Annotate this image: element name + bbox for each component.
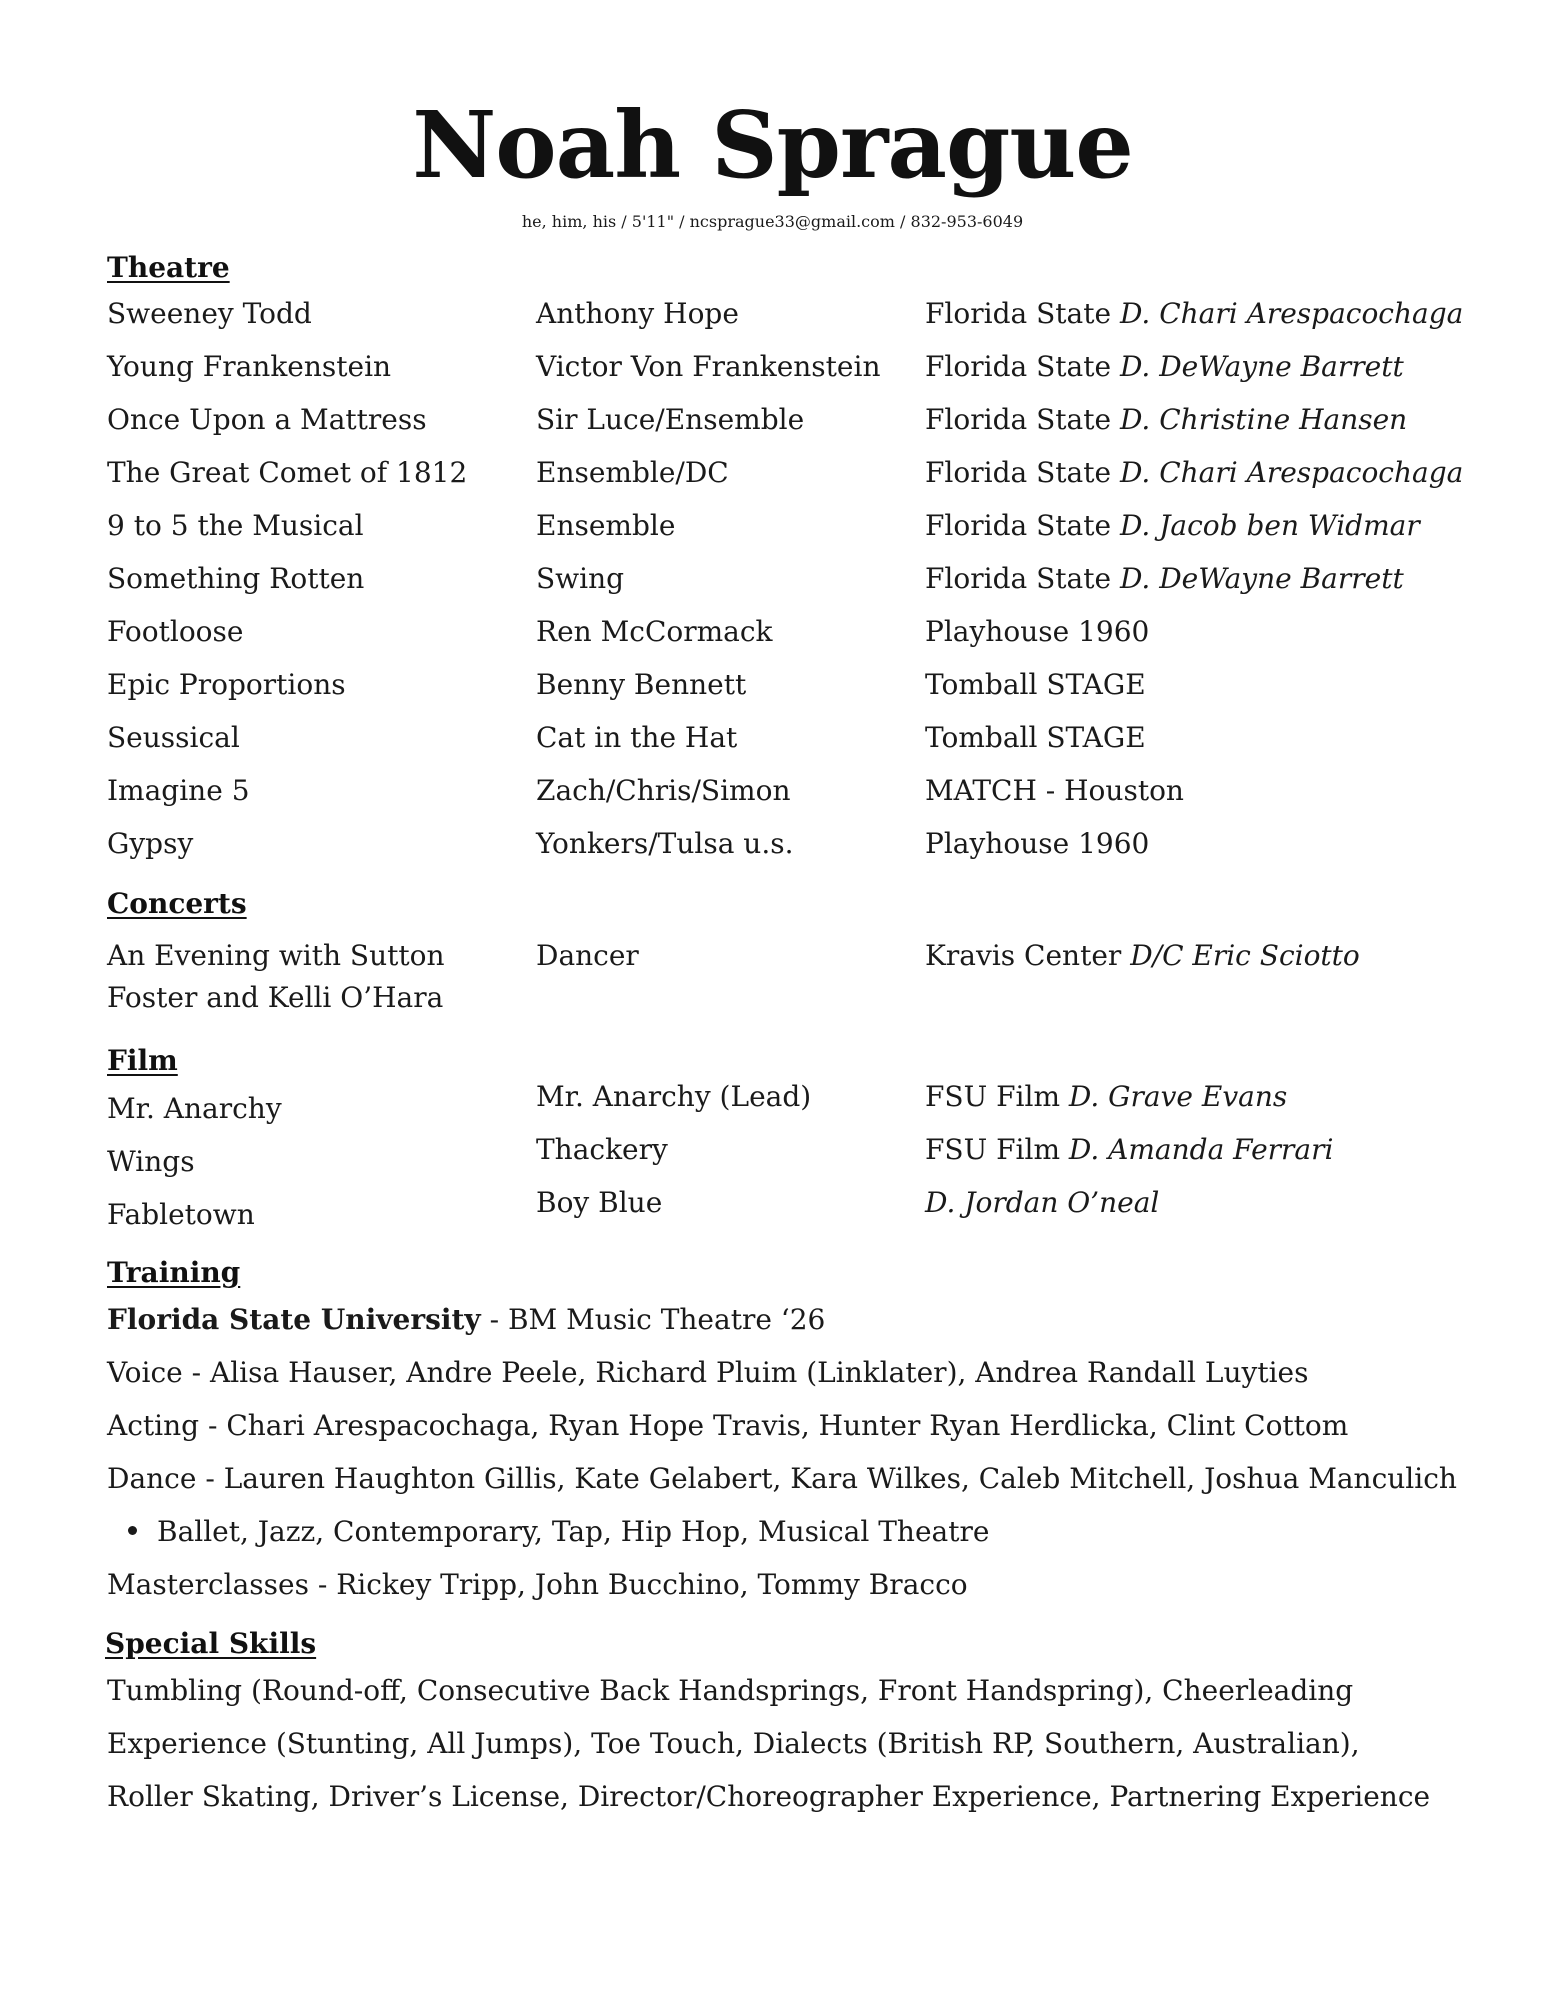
theatre-venue: Florida State xyxy=(925,509,1112,542)
training-acting: Acting - Chari Arespacochaga, Ryan Hope Travis, Hunter Ryan Herdlicka, Clint Cottom xyxy=(107,1409,1349,1442)
film-role: Boy Blue xyxy=(536,1186,663,1219)
theatre-role: Ensemble/DC xyxy=(536,456,729,489)
theatre-role: Anthony Hope xyxy=(536,297,739,330)
theatre-venue: Tomball STAGE xyxy=(925,668,1146,701)
section-heading-theatre: Theatre xyxy=(107,251,230,284)
theatre-credit xyxy=(925,400,1407,440)
training-dance: Dance - Lauren Haughton Gillis, Kate Gelabert, Kara Wilkes, Caleb Mitchell, Joshua Manculich xyxy=(107,1462,1457,1495)
theatre-role: Benny Bennett xyxy=(536,668,747,701)
theatre-director: D. DeWayne Barrett xyxy=(1119,350,1404,383)
training-school-line xyxy=(107,1300,825,1340)
theatre-show: The Great Comet of 1812 xyxy=(107,456,468,489)
theatre-venue: Florida State xyxy=(925,403,1112,436)
skills-line: Tumbling (Round-off, Consecutive Back Handsprings, Front Handspring), Cheerleading xyxy=(107,1674,1354,1707)
theatre-credit xyxy=(925,294,1463,334)
theatre-venue: Florida State xyxy=(925,562,1112,595)
dance-styles-bullet xyxy=(128,1512,989,1552)
theatre-credit xyxy=(925,453,1463,493)
theatre-show: 9 to 5 the Musical xyxy=(107,509,364,542)
concert-venue: Kravis Center xyxy=(925,939,1122,972)
theatre-venue: MATCH - Houston xyxy=(925,774,1184,807)
concert-show: An Evening with Sutton Foster and Kelli O’Hara xyxy=(107,939,445,1014)
theatre-show: Gypsy xyxy=(107,827,194,860)
theatre-director: D. Jacob ben Widmar xyxy=(1119,509,1420,542)
theatre-venue: Playhouse 1960 xyxy=(925,615,1150,648)
theatre-director: D. Chari Arespacochaga xyxy=(1119,297,1464,330)
theatre-show: Sweeney Todd xyxy=(107,297,312,330)
section-heading-training: Training xyxy=(107,1256,241,1289)
training-masterclasses: Masterclasses - Rickey Tripp, John Bucchino, Tommy Bracco xyxy=(107,1568,968,1601)
film-title: Mr. Anarchy xyxy=(107,1092,282,1125)
theatre-show: Imagine 5 xyxy=(107,774,250,807)
film-director: D. Grave Evans xyxy=(1068,1080,1288,1113)
film-venue: FSU Film xyxy=(925,1080,1060,1113)
theatre-credit xyxy=(925,559,1404,599)
concert-credit xyxy=(925,936,1360,976)
training-voice: Voice - Alisa Hauser, Andre Peele, Richard Pluim (Linklater), Andrea Randall Luyties xyxy=(107,1356,1309,1389)
theatre-show: Young Frankenstein xyxy=(107,350,392,383)
film-title: Fabletown xyxy=(107,1198,255,1231)
concert-role: Dancer xyxy=(536,939,639,972)
page-title: Noah Sprague xyxy=(412,91,1133,199)
film-credit xyxy=(925,1077,1287,1117)
theatre-show: Footloose xyxy=(107,615,244,648)
training-degree: - BM Music Theatre ‘26 xyxy=(480,1303,826,1336)
theatre-role: Yonkers/Tulsa u.s. xyxy=(536,827,794,860)
theatre-role: Swing xyxy=(536,562,625,595)
theatre-venue: Florida State xyxy=(925,456,1112,489)
theatre-credit xyxy=(925,506,1420,546)
theatre-venue: Tomball STAGE xyxy=(925,721,1146,754)
contact-line: he, him, his / 5'11" / ncsprague33@gmail.com / 832-953-6049 xyxy=(521,212,1024,231)
theatre-show: Seussical xyxy=(107,721,240,754)
concert-director: D/C Eric Sciotto xyxy=(1130,939,1360,972)
theatre-venue: Florida State xyxy=(925,297,1112,330)
film-director: D. Jordan O’neal xyxy=(925,1186,1160,1219)
film-director: D. Amanda Ferrari xyxy=(1068,1133,1334,1166)
theatre-venue: Playhouse 1960 xyxy=(925,827,1150,860)
theatre-role: Cat in the Hat xyxy=(536,721,738,754)
film-role: Thackery xyxy=(536,1133,668,1166)
theatre-role: Ensemble xyxy=(536,509,676,542)
bullet-icon xyxy=(128,1526,137,1535)
theatre-venue: Florida State xyxy=(925,350,1112,383)
theatre-show: Something Rotten xyxy=(107,562,365,595)
theatre-role: Zach/Chris/Simon xyxy=(536,774,791,807)
film-title: Wings xyxy=(107,1145,195,1178)
film-credit xyxy=(925,1130,1333,1170)
theatre-director: D. Chari Arespacochaga xyxy=(1119,456,1464,489)
theatre-director: D. Christine Hansen xyxy=(1119,403,1408,436)
skills-line: Roller Skating, Driver’s License, Director/Choreographer Experience, Partnering Experience xyxy=(107,1780,1431,1813)
training-school: Florida State University xyxy=(107,1303,481,1336)
theatre-credit xyxy=(925,347,1404,387)
dance-styles: Ballet, Jazz, Contemporary, Tap, Hip Hop, Musical Theatre xyxy=(157,1515,990,1548)
theatre-show: Once Upon a Mattress xyxy=(107,403,427,436)
film-role: Mr. Anarchy (Lead) xyxy=(536,1080,812,1113)
theatre-show: Epic Proportions xyxy=(107,668,346,701)
section-heading-concerts: Concerts xyxy=(107,887,247,920)
section-heading-film: Film xyxy=(107,1044,178,1077)
film-venue: FSU Film xyxy=(925,1133,1060,1166)
theatre-role: Ren McCormack xyxy=(536,615,773,648)
theatre-role: Sir Luce/Ensemble xyxy=(536,403,805,436)
section-heading-skills: Special Skills xyxy=(105,1627,317,1660)
skills-line: Experience (Stunting, All Jumps), Toe Touch, Dialects (British RP, Southern, Australian), xyxy=(107,1727,1360,1760)
theatre-director: D. DeWayne Barrett xyxy=(1119,562,1404,595)
theatre-role: Victor Von Frankenstein xyxy=(536,350,881,383)
